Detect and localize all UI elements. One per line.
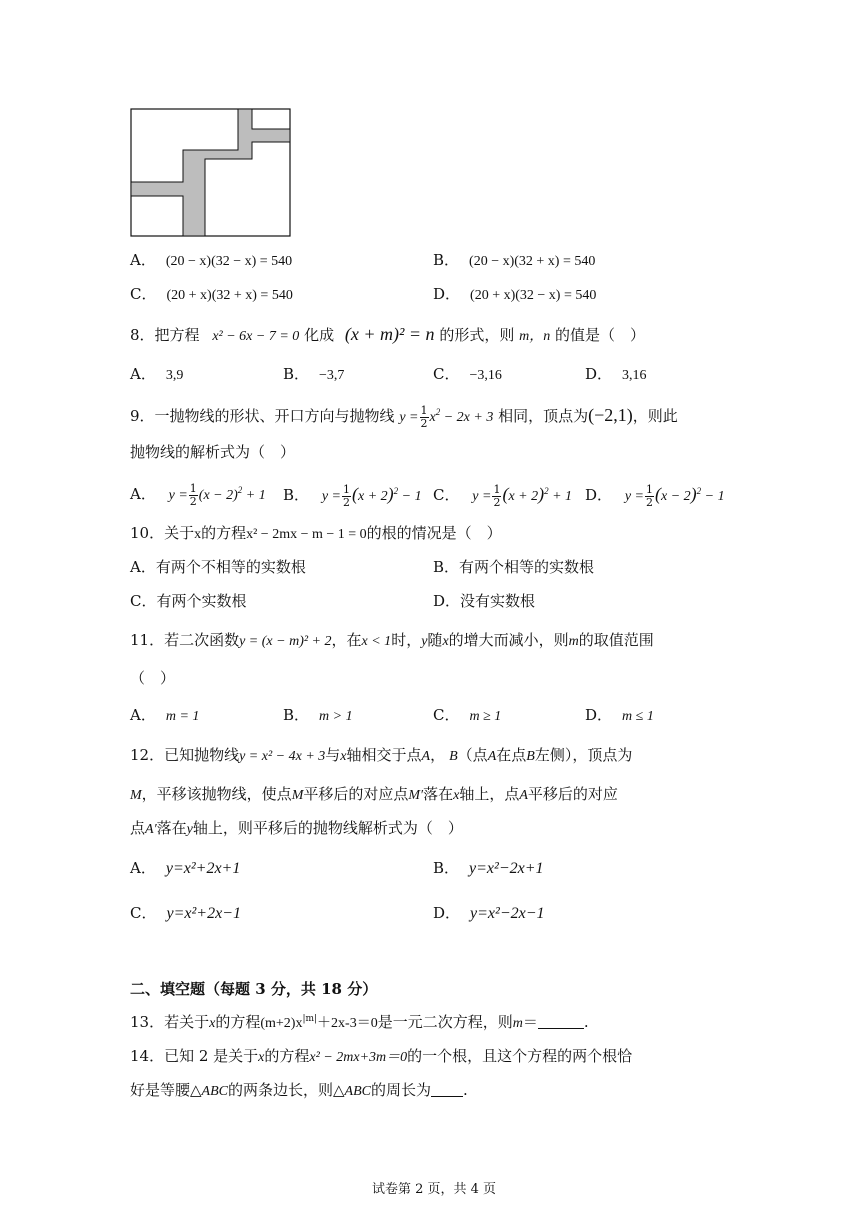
q11-option-a: A． m = 1	[130, 706, 200, 724]
q14-stem-line2: 好是等腰△ABC的两条边长，则△ABC的周长为 .	[130, 1081, 468, 1099]
q7-option-c: C． (20 + x)(32 + x) = 540	[130, 285, 293, 303]
q12-option-a: A． y=x²+2x+1	[130, 859, 241, 877]
q8-option-b: B． −3,7	[283, 365, 345, 383]
q13-stem: 13．若关于x的方程$(m+2)x^{|m|}+2x-3=0$是一元二次方程，则m＝ .	[130, 1013, 589, 1031]
q14-stem-line1: 14．已知 2 是关于x的方程x² − 2mx+3m＝0的一个根，且这个方程的两个根恰	[130, 1047, 633, 1065]
section-title: 二、填空题（每题 3 分，共 18 分）	[130, 980, 378, 998]
q10-option-c: C．有两个实数根	[130, 592, 247, 610]
q9-stem-line1: 9．一抛物线的形状、开口方向与抛物线 y = $\frac{1}{2}$ $x^2 - 2x + 3$ 相同，顶点为(−2,1)，则此	[130, 403, 678, 430]
q8-option-d: D． 3,16	[585, 365, 647, 383]
q9-stem-line2: 抛物线的解析式为（ ）	[130, 443, 296, 461]
q12-stem-line3: 点A′落在y轴上，则平移后的抛物线解析式为（ ）	[130, 819, 463, 837]
q12-option-b: B． y=x²−2x+1	[433, 859, 544, 877]
road-diagram-figure	[130, 108, 292, 238]
q12-option-c: C． y=x²+2x−1	[130, 904, 241, 922]
q9-option-d: D． y = $\frac{1}{2}$ $(x - 2)^2 - 1$	[585, 482, 725, 509]
q10-option-a: A．有两个不相等的实数根	[130, 558, 306, 576]
q11-option-b: B． m > 1	[283, 706, 353, 724]
q12-option-d: D． y=x²−2x−1	[433, 904, 545, 922]
q9-option-b: B． y = $\frac{1}{2}$ $(x + 2)^2 - 1$	[283, 482, 422, 509]
q12-stem-line1: 12．已知抛物线y = x² − 4x + 3与x轴相交于点A， B（点A在点B左侧），顶点为	[130, 746, 633, 764]
q8-option-a: A． 3,9	[130, 365, 184, 383]
q11-option-c: C． m ≥ 1	[433, 706, 502, 724]
q10-stem: 10．关于x的方程x² − 2mx − m − 1 = 0的根的情况是（ ）	[130, 524, 502, 542]
q8-option-c: C． −3,16	[433, 365, 502, 383]
q9-option-a: A． y = $\frac{1}{2}$ $(x - 2)^2 + 1$	[130, 481, 266, 508]
answer-blank[interactable]	[538, 1014, 584, 1029]
q7-option-d: D． (20 + x)(32 − x) = 540	[433, 285, 597, 303]
q11-option-d: D． m ≤ 1	[585, 706, 654, 724]
q12-stem-line2: M，平移该抛物线，使点M平移后的对应点M′落在x轴上，点A平移后的对应	[130, 785, 618, 803]
q8-stem: 8．把方程 x² − 6x − 7 = 0 化成 (x + m)² = n 的形式，则 m，n 的值是（ ）	[130, 324, 646, 344]
q10-option-d: D．没有实数根	[433, 592, 536, 610]
page-footer: 试卷第 2 页，共 4 页	[371, 1182, 497, 1197]
q10-option-b: B．有两个相等的实数根	[433, 558, 595, 576]
q9-option-c: C． y = $\frac{1}{2}$ $(x + 2)^2 + 1$	[433, 482, 573, 509]
answer-blank[interactable]	[431, 1082, 463, 1097]
q7-option-b: B． (20 − x)(32 + x) = 540	[433, 251, 596, 269]
q11-stem-line1: 11．若二次函数y = (x − m)² + 2，在x < 1时，y随x的增大而减小，则m的取值范围	[130, 631, 654, 649]
q11-stem-line2: （ ）	[130, 669, 176, 687]
q7-option-a: A． (20 − x)(32 − x) = 540	[130, 251, 293, 269]
